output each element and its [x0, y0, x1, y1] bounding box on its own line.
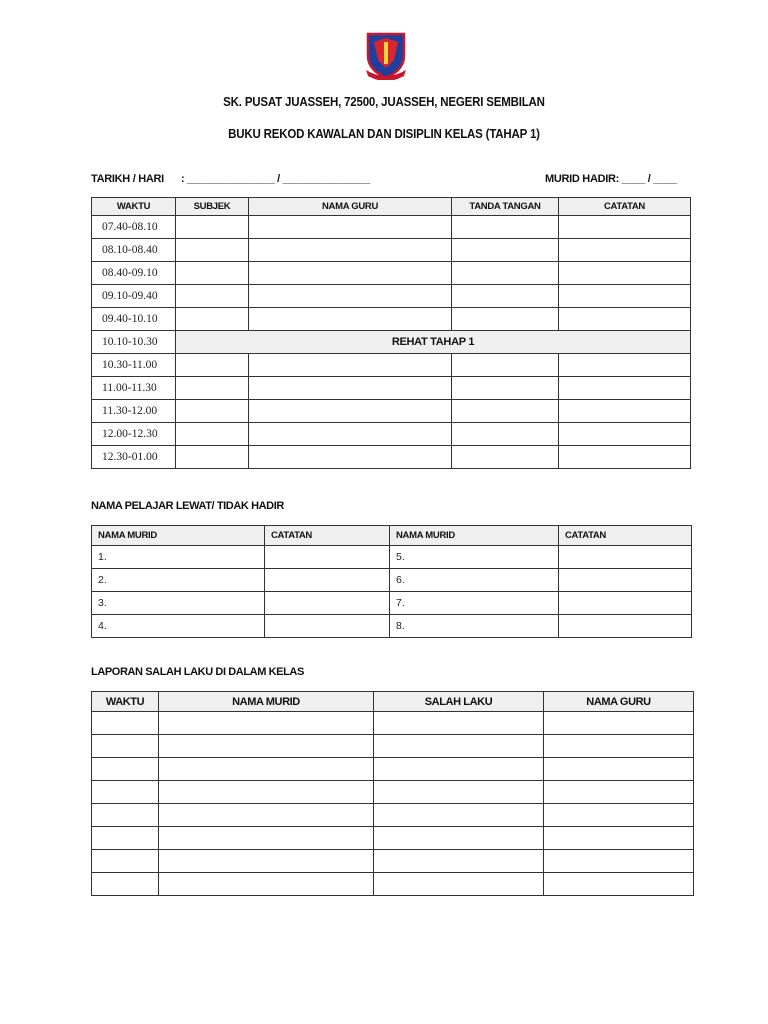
entry-cell[interactable] [544, 827, 694, 850]
entry-cell[interactable] [176, 308, 249, 331]
misconduct-row [92, 873, 694, 896]
time-slot: 11.30-12.00 [92, 400, 176, 423]
misconduct-header-cell: SALAH LAKU [374, 692, 544, 712]
misconduct-row [92, 735, 694, 758]
entry-cell[interactable] [452, 400, 559, 423]
note-cell[interactable] [265, 546, 390, 569]
schedule-row [92, 262, 691, 285]
time-slot: 10.30-11.00 [92, 354, 176, 377]
entry-cell[interactable] [544, 712, 694, 735]
late-row [92, 592, 692, 615]
misconduct-row [92, 827, 694, 850]
late-header-cell: CATATAN [559, 526, 692, 546]
student-name-cell[interactable]: 3. [92, 592, 265, 615]
late-header-cell: CATATAN [265, 526, 390, 546]
entry-cell[interactable] [374, 827, 544, 850]
misconduct-table [91, 691, 694, 896]
entry-cell[interactable] [159, 735, 374, 758]
time-slot: 12.30-01.00 [92, 446, 176, 469]
entry-cell[interactable] [249, 285, 452, 308]
time-slot: 12.00-12.30 [92, 423, 176, 446]
entry-cell[interactable] [544, 850, 694, 873]
entry-cell[interactable] [249, 216, 452, 239]
schedule-row [92, 400, 691, 423]
entry-cell[interactable] [374, 758, 544, 781]
entry-cell[interactable] [374, 781, 544, 804]
late-header-row [92, 526, 692, 546]
entry-cell[interactable] [159, 804, 374, 827]
note-cell[interactable] [265, 569, 390, 592]
entry-cell[interactable] [559, 377, 691, 400]
late-header-cell: NAMA MURID [92, 526, 265, 546]
schedule-header-cell: SUBJEK [176, 198, 249, 216]
student-name-cell[interactable]: 1. [92, 546, 265, 569]
schedule-row [92, 423, 691, 446]
schedule-row [92, 216, 691, 239]
time-slot: 08.40-09.10 [92, 262, 176, 285]
entry-cell[interactable] [159, 873, 374, 896]
tarikh-label: TARIKH / HARI [91, 173, 164, 185]
entry-cell[interactable] [374, 804, 544, 827]
entry-cell[interactable] [559, 285, 691, 308]
note-cell[interactable] [559, 592, 692, 615]
note-cell[interactable] [559, 546, 692, 569]
entry-cell[interactable] [374, 850, 544, 873]
schedule-header-cell: CATATAN [559, 198, 691, 216]
misconduct-row [92, 712, 694, 735]
entry-cell[interactable] [452, 377, 559, 400]
late-row [92, 546, 692, 569]
entry-cell[interactable] [544, 781, 694, 804]
entry-cell[interactable] [92, 827, 159, 850]
entry-cell[interactable] [544, 758, 694, 781]
break-row [92, 331, 691, 354]
entry-cell[interactable] [559, 239, 691, 262]
schedule-header-cell: TANDA TANGAN [452, 198, 559, 216]
entry-cell[interactable] [249, 262, 452, 285]
note-cell[interactable] [265, 615, 390, 638]
misconduct-header-row [92, 692, 694, 712]
entry-cell[interactable] [559, 446, 691, 469]
entry-cell[interactable] [176, 216, 249, 239]
schedule-row [92, 377, 691, 400]
entry-cell[interactable] [159, 827, 374, 850]
entry-cell[interactable] [374, 712, 544, 735]
misconduct-row [92, 804, 694, 827]
student-name-cell[interactable]: 5. [390, 546, 559, 569]
entry-cell[interactable] [176, 354, 249, 377]
entry-cell[interactable] [374, 873, 544, 896]
entry-cell[interactable] [559, 423, 691, 446]
entry-cell[interactable] [249, 423, 452, 446]
time-slot: 09.10-09.40 [92, 285, 176, 308]
entry-cell[interactable] [249, 400, 452, 423]
entry-cell[interactable] [176, 262, 249, 285]
misconduct-row [92, 850, 694, 873]
student-name-cell[interactable]: 4. [92, 615, 265, 638]
misconduct-header-cell: NAMA MURID [159, 692, 374, 712]
entry-cell[interactable] [559, 262, 691, 285]
time-slot: 09.40-10.10 [92, 308, 176, 331]
entry-cell[interactable] [92, 873, 159, 896]
entry-cell[interactable] [92, 804, 159, 827]
break-label: REHAT TAHAP 1 [176, 331, 691, 354]
entry-cell[interactable] [176, 423, 249, 446]
entry-cell[interactable] [176, 377, 249, 400]
entry-cell[interactable] [92, 735, 159, 758]
murid-hadir-field[interactable]: MURID HADIR: ____ / ____ [545, 173, 677, 185]
schedule-row [92, 239, 691, 262]
note-cell[interactable] [559, 569, 692, 592]
entry-cell[interactable] [92, 781, 159, 804]
student-name-cell[interactable]: 7. [390, 592, 559, 615]
entry-cell[interactable] [452, 262, 559, 285]
student-name-cell[interactable]: 6. [390, 569, 559, 592]
entry-cell[interactable] [176, 239, 249, 262]
entry-cell[interactable] [159, 781, 374, 804]
entry-cell[interactable] [559, 400, 691, 423]
entry-cell[interactable] [452, 285, 559, 308]
school-crest-logo [364, 30, 408, 80]
entry-cell[interactable] [249, 377, 452, 400]
time-slot: 07.40-08.10 [92, 216, 176, 239]
misconduct-section-title: LAPORAN SALAH LAKU DI DALAM KELAS [91, 666, 304, 678]
schedule-row [92, 446, 691, 469]
entry-cell[interactable] [452, 239, 559, 262]
entry-cell[interactable] [544, 804, 694, 827]
entry-cell[interactable] [452, 216, 559, 239]
student-name-cell[interactable]: 2. [92, 569, 265, 592]
time-slot: 11.00-11.30 [92, 377, 176, 400]
schedule-header-cell: WAKTU [92, 198, 176, 216]
misconduct-header-cell: WAKTU [92, 692, 159, 712]
schedule-header-row [92, 198, 691, 216]
late-row [92, 615, 692, 638]
schedule-row [92, 285, 691, 308]
entry-cell[interactable] [249, 446, 452, 469]
misconduct-header-cell: NAMA GURU [544, 692, 694, 712]
entry-cell[interactable] [249, 354, 452, 377]
entry-cell[interactable] [176, 285, 249, 308]
entry-cell[interactable] [92, 712, 159, 735]
schedule-header-cell: NAMA GURU [249, 198, 452, 216]
entry-cell[interactable] [452, 446, 559, 469]
entry-cell[interactable] [544, 735, 694, 758]
schedule-row [92, 308, 691, 331]
entry-cell[interactable] [176, 446, 249, 469]
entry-cell[interactable] [452, 308, 559, 331]
entry-cell[interactable] [176, 400, 249, 423]
time-slot: 08.10-08.40 [92, 239, 176, 262]
entry-cell[interactable] [249, 308, 452, 331]
entry-cell[interactable] [92, 850, 159, 873]
entry-cell[interactable] [159, 850, 374, 873]
document-title: BUKU REKOD KAWALAN DAN DISIPLIN KELAS (TAHAP 1) [228, 127, 540, 141]
entry-cell[interactable] [559, 308, 691, 331]
late-students-table [91, 525, 692, 638]
schedule-row [92, 354, 691, 377]
tarikh-field[interactable]: : _______________ / _______________ [181, 173, 370, 185]
school-name: SK. PUSAT JUASSEH, 72500, JUASSEH, NEGERI SEMBILAN [223, 95, 545, 109]
student-name-cell[interactable]: 8. [390, 615, 559, 638]
entry-cell[interactable] [452, 423, 559, 446]
misconduct-row [92, 758, 694, 781]
late-row [92, 569, 692, 592]
entry-cell[interactable] [544, 873, 694, 896]
late-section-title: NAMA PELAJAR LEWAT/ TIDAK HADIR [91, 500, 284, 512]
entry-cell[interactable] [249, 239, 452, 262]
entry-cell[interactable] [159, 712, 374, 735]
entry-cell[interactable] [559, 354, 691, 377]
entry-cell[interactable] [452, 354, 559, 377]
note-cell[interactable] [559, 615, 692, 638]
entry-cell[interactable] [559, 216, 691, 239]
misconduct-row [92, 781, 694, 804]
entry-cell[interactable] [374, 735, 544, 758]
entry-cell[interactable] [159, 758, 374, 781]
note-cell[interactable] [265, 592, 390, 615]
schedule-table [91, 197, 691, 469]
late-header-cell: NAMA MURID [390, 526, 559, 546]
entry-cell[interactable] [92, 758, 159, 781]
time-slot: 10.10-10.30 [92, 331, 176, 354]
